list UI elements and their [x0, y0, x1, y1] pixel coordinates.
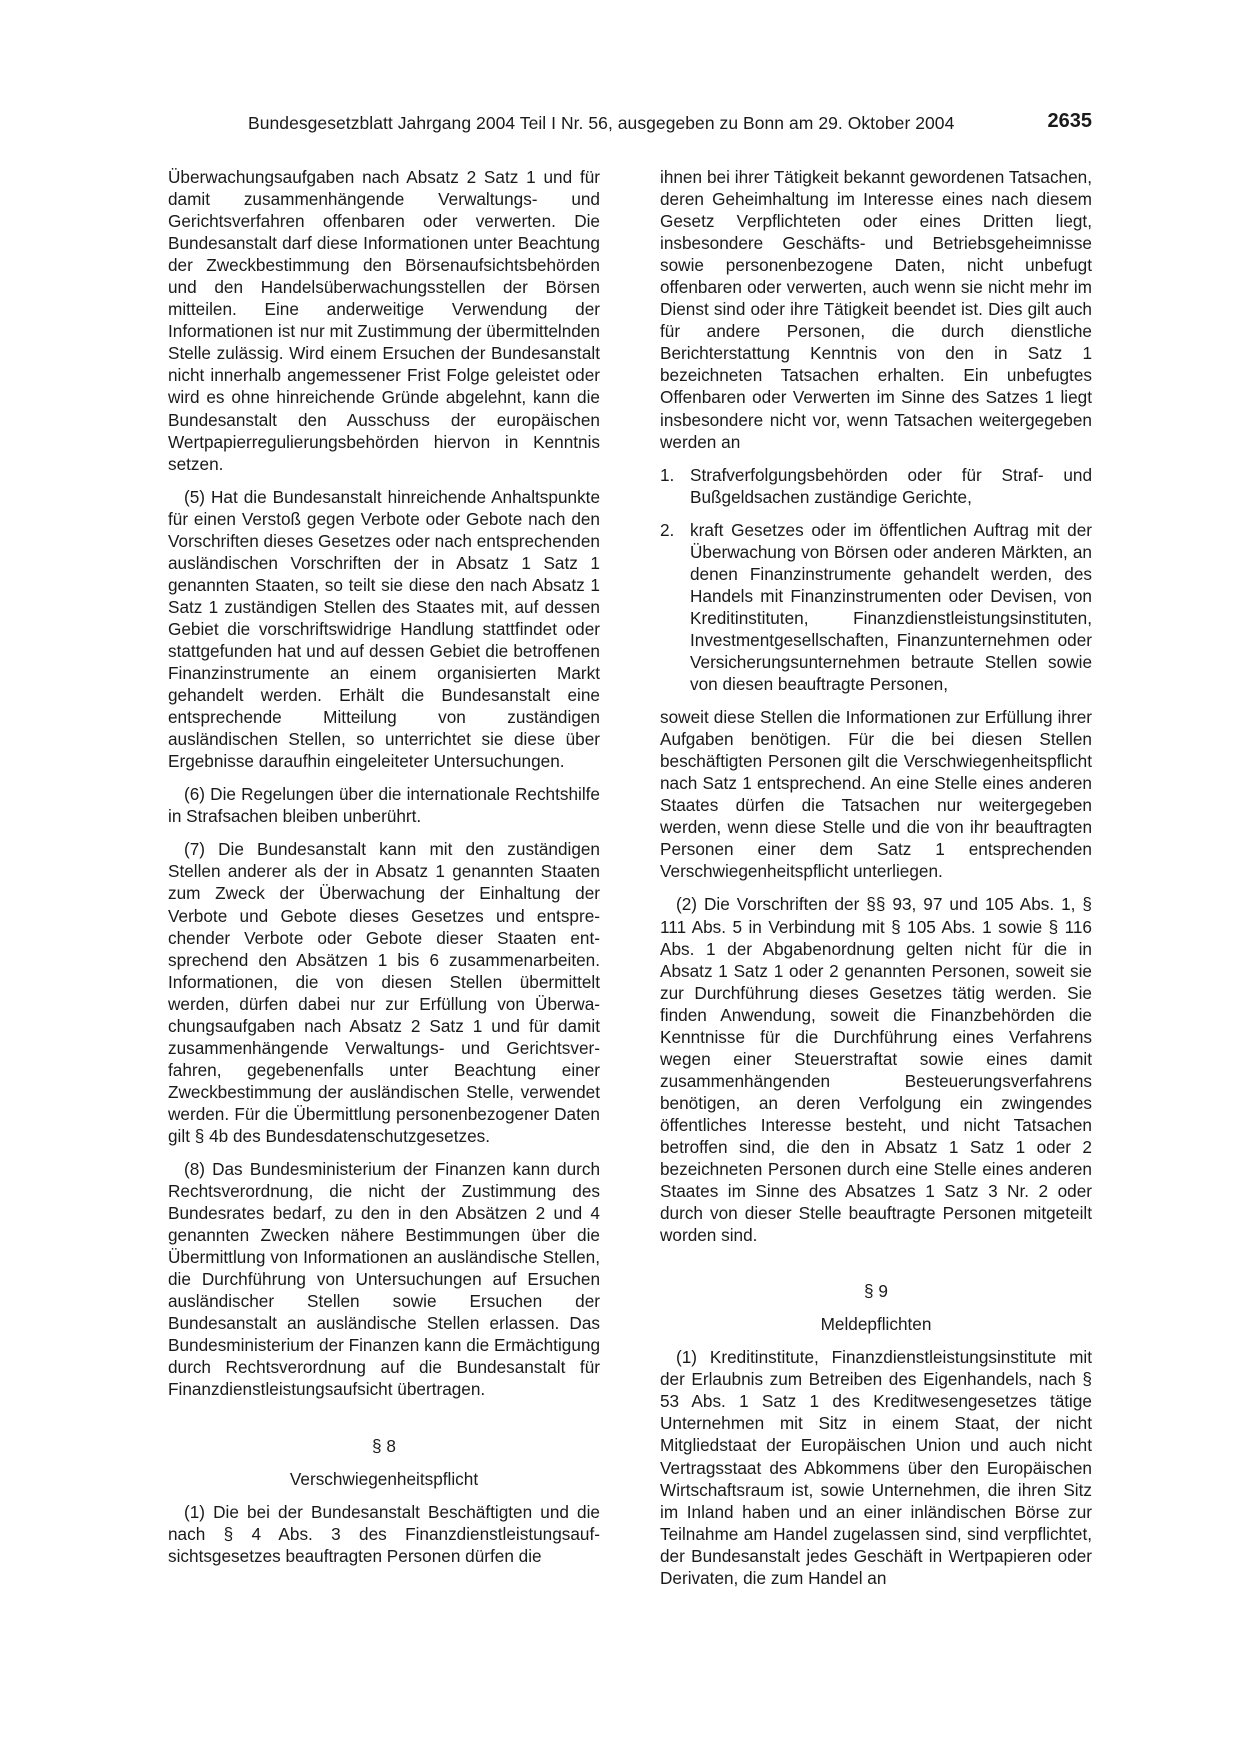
section-9-title: Meldepflichten [820, 1314, 932, 1335]
list-item-number: 2. [660, 519, 675, 540]
section-8-paragraph-2: (2) Die Vorschriften der §§ 93, 97 und 105 Abs. 1, § 111 Abs. 5 in Verbindung mit § 105 Abs. 1 sowie § 116 Abs. 1 der Abgabenordnung gelten nicht für die in Absatz 1 Satz 1 oder 2 genannten Personen, soweit sie zur Durchführung dieses Gesetzes tätig werden. Sie finden Anwendung, soweit die Finanzbehörden die Kenntnisse für die Durchführung eines Verfahrens wegen einer Steuerstraftat sowie eines damit zusammenhängenden Besteuerungsverfahrens benötigen, an deren Verfolgung ein zwingendes öffentliches Interesse besteht, und nicht Tatsachen betroffen sind, die den in Absatz 1 Satz 1 oder 2 bezeichneten Personen durch eine Stelle eines anderen Staates im Sinne des Absatzes 1 Satz 3 Nr. 2 oder durch von dieser Stelle beauftragte Personen mitgeteilt worden sind. [660, 894, 1092, 1246]
paragraph-continuation: ihnen bei ihrer Tätigkeit bekannt gewordenen Tatsachen, deren Geheimhaltung im Interesse eines nach diesem Gesetz Verpflichteten oder eines Dritten liegt, insbesondere Geschäfts- und Betriebsgeheimnisse sowie personenbezogene Daten, nicht unbefugt offenbaren oder verwerten, auch wenn sie nicht mehr im Dienst sind oder ihre Tätigkeit beendet ist. Dies gilt auch für andere Personen, die durch dienstliche Berichterstattung Kenntnis von den in Satz 1 bezeichneten Tatsachen erhalten. Ein unbefugtes Offenbaren oder Verwerten im Sinne des Satzes 1 liegt insbesondere nicht vor, wenn Tatsachen weitergegeben werden an [660, 167, 1092, 452]
header-title: Bundesgesetzblatt Jahrgang 2004 Teil I Nr. 56, ausgegeben zu Bonn am 29. Oktober 2004 [248, 113, 955, 133]
list-item-text: kraft Gesetzes oder im öffentlichen Auftrag mit der Überwachung von Börsen oder anderen Märkten, an denen Finanzinstrumente gehandelt werden, des Handels mit Finanzinstrumenten oder Devisen, von Kreditinstituten, Finanzdienstleistungsinstituten, Investmentgesellschaften, Finanzunternehmen oder Versicherungsunternehmen betraute Stellen sowie von diesen beauftragte Personen, [690, 519, 1092, 695]
section-9-paragraph-1: (1) Kreditinstitute, Finanzdienstleistungsinstitute mit der Erlaubnis zum Betreiben des Eigenhandels, nach § 53 Abs. 1 Satz 1 des Kreditwesengesetzes tätige Unternehmen mit Sitz in einem Staat, der nicht Mitgliedstaat der Europäischen Union und auch nicht Vertragsstaat des Abkommens über den Europäischen Wirtschaftsraum ist, sowie Unternehmen, die ihren Sitz im Inland haben und an einer inländischen Börse zur Teilnahme am Handel zugelassen sind, sind verpflichtet, der Bundesanstalt jedes Geschäft in Wertpapieren oder Derivaten, die zum Handel an [660, 1347, 1092, 1588]
page-header [168, 110, 1092, 140]
paragraph-after-list: soweit diese Stellen die Informationen zur Erfüllung ihrer Aufgaben benötigen. Für die bei diesen Stellen beschäftigten Personen gilt die Verschwiegenheitspflicht nach Satz 1 entsprechend. An eine Stelle eines anderen Staates dürfen die Tatsachen nur weitergegeben werden, wenn diese Stelle und die von ihr beauftragten Personen einer dem Satz 1 entsprechenden Verschwiegenheitspflicht unterliegen. [660, 707, 1092, 882]
section-9-number: § 9 [864, 1281, 888, 1302]
list-item-number: 1. [660, 464, 675, 485]
enumerated-list [660, 464, 1092, 695]
section-8-paragraph-1: (1) Die bei der Bundesanstalt Beschäftigten und die nach § 4 Abs. 3 des Finanzdienstleistungsaufsichtsgesetzes beauftragten Personen dürfen die [168, 1501, 600, 1566]
list-item [660, 519, 1092, 695]
section-8-title: Verschwiegenheitspflicht [289, 1468, 479, 1489]
paragraph-7: (7) Die Bundesanstalt kann mit den zuständigen Stellen anderer als der in Absatz 1 genannten Staaten zum Zweck der Überwachung der Einhaltung der Verbote und Gebote dieses Gesetzes und entsprechender Verbote oder Gebote dieser Staaten entsprechend den Absätzen 1 bis 6 zusammenarbeiten. Informationen, die von diesen Stellen übermittelt werden, dürfen dabei nur zur Erfüllung von Überwachungsaufgaben nach Absatz 2 Satz 1 und für damit zusammenhängende Verwaltungs- und Gerichtsverfahren, gegebenenfalls unter Beachtung einer Zweckbestimmung der ausländischen Stelle, verwendet werden. Für die Übermittlung personenbezogener Daten gilt § 4b des Bundesdatenschutzgesetzes. [168, 839, 600, 1146]
paragraph-5: (5) Hat die Bundesanstalt hinreichende Anhaltspunkte für einen Verstoß gegen Verbote oder Gebote nach den Vorschriften dieses Gesetzes oder nach entsprechenden ausländischen Vorschriften der in Absatz 1 Satz 1 genannten Staaten, so teilt sie diese den nach Absatz 1 Satz 1 zuständigen Stellen des Staates mit, auf dessen Gebiet die vorschriftswidrige Handlung stattfindet oder stattgefunden hat und auf dessen Gebiet die betroffenen Finanzinstrumente an einem organisierten Markt gehandelt werden. Erhält die Bundesanstalt eine entsprechende Mitteilung von zuständigen ausländischen Stellen, so unterrichtet sie diese über Ergebnisse daraufhin eingeleiteter Untersuchungen. [168, 486, 600, 772]
left-column [168, 166, 600, 1567]
list-item-text: Strafverfolgungsbehörden oder für Straf- und Bußgeldsachen zuständige Gerichte, [690, 464, 1092, 507]
paragraph-continuation: Überwachungsaufgaben nach Absatz 2 Satz 1 und für damit zusammenhängende Verwaltungs- und Gerichtsverfahren offenbaren oder verwerten. Die Bundesanstalt darf diese Informationen unter Beachtung der Zweckbestimmung den Börsenaufsichtsbehörden und den Handelsüberwachungsstellen der Börsen mitteilen. Eine anderweitige Verwendung der Informationen ist nur mit Zustimmung der übermittelnden Stelle zulässig. Wird einem Ersuchen der Bundesanstalt nicht innerhalb angemessener Frist Folge geleistet oder wird es ohne hinreichende Gründe abgelehnt, kann die Bundesanstalt den Ausschuss der europäischen Wertpapierregulierungsbehörden hiervon in Kenntnis setzen. [168, 167, 600, 474]
paragraph-8: (8) Das Bundesministerium der Finanzen kann durch Rechtsverordnung, die nicht der Zustimmung des Bundesrates bedarf, zu den in den Absätzen 2 und 4 genannten Zwecken nähere Bestimmungen über die Übermittlung von Informationen an ausländische Stellen, die Durchführung von Untersuchungen auf Ersuchen ausländischer Stellen sowie Ersuchen der Bundesanstalt an ausländische Stellen erlassen. Das Bundesministerium der Finanzen kann die Ermächtigung durch Rechtsverordnung auf die Bundesanstalt für Finanzdienstleistungsaufsicht übertragen. [168, 1159, 600, 1400]
right-column [660, 166, 1092, 1589]
list-item [660, 464, 1092, 508]
page-number: 2635 [1047, 110, 1092, 132]
paragraph-6: (6) Die Regelungen über die internationale Rechtshilfe in Strafsachen bleiben unberührt. [168, 784, 600, 827]
section-8-number: § 8 [372, 1435, 396, 1456]
